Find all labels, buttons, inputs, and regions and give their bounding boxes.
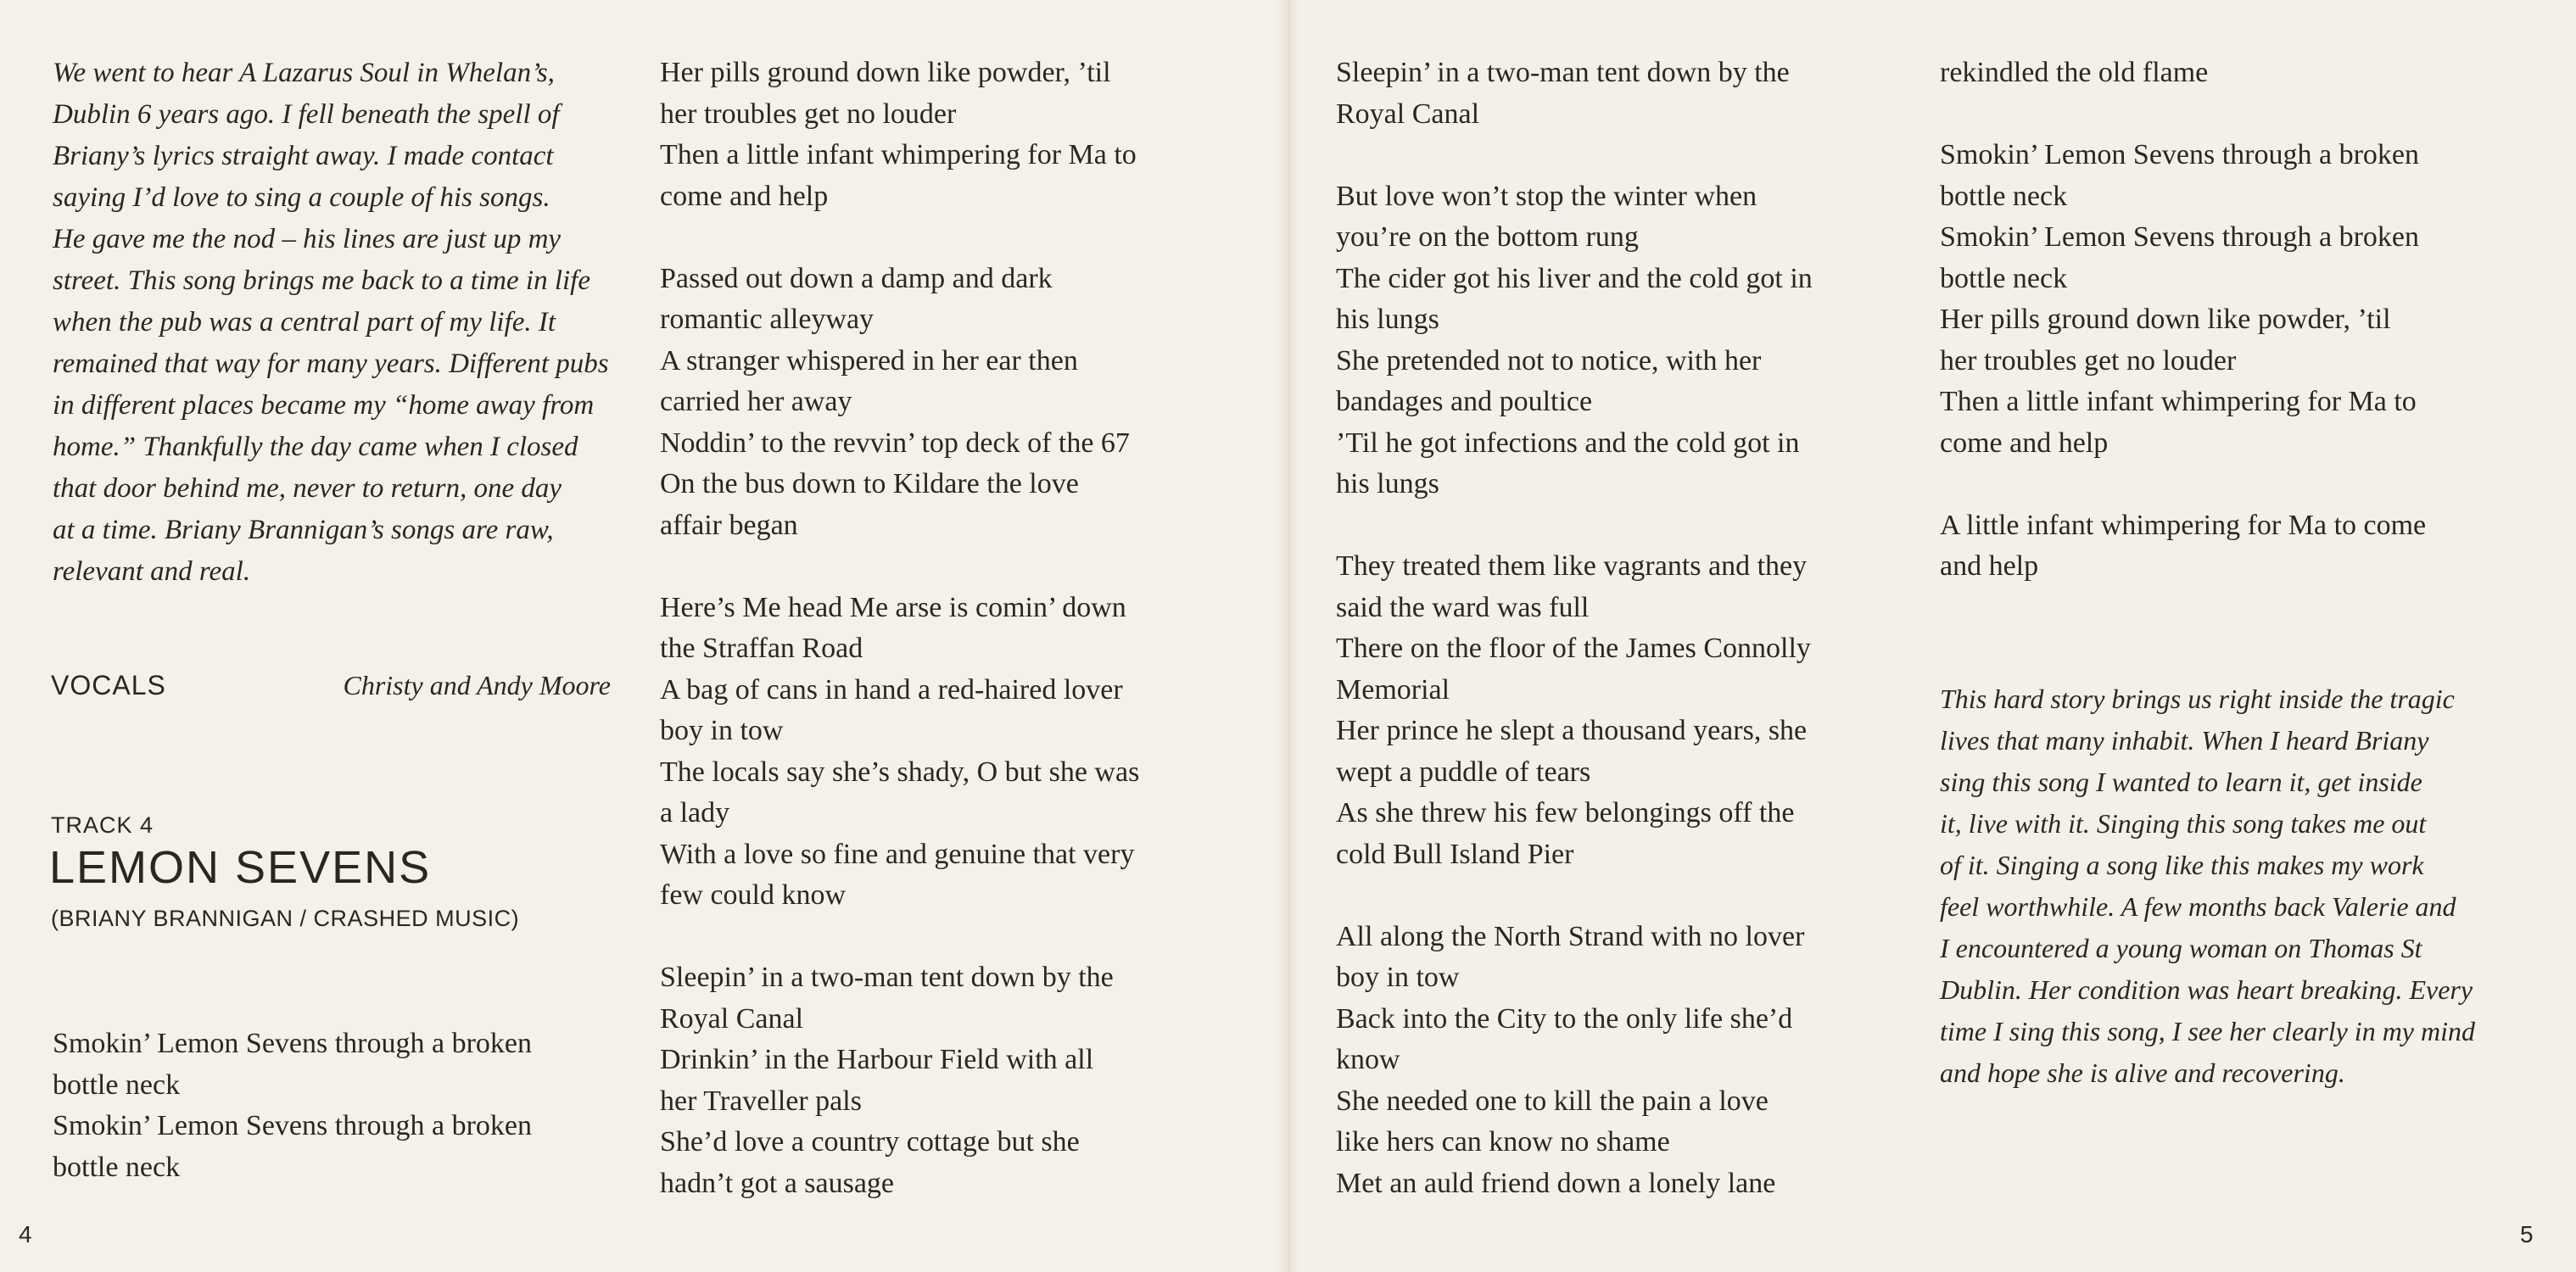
text-line: A stranger whispered in her ear then (660, 344, 1078, 377)
text-line: saying I’d love to sing a couple of his songs. (53, 182, 550, 213)
text-line: when the pub was a central part of my life. It (53, 307, 556, 338)
text-line: All along the North Strand with no lover (1336, 920, 1805, 952)
text-line: feel worthwhile. A few months back Valerie and (1940, 891, 2456, 922)
right-page (1288, 0, 2576, 1272)
text-line: it, live with it. Singing this song takes me out (1940, 808, 2427, 839)
text-line: you’re on the bottom rung (1336, 221, 1639, 253)
text-line: a lady (660, 797, 730, 828)
lyric-stanza (660, 957, 1254, 1204)
vocals-credit (51, 670, 611, 701)
text-line: bandages and poultice (1336, 386, 1593, 417)
text-line: Briany’s lyrics straight away. I made contact (53, 141, 554, 171)
text-line: carried her away (660, 386, 852, 417)
lyrics-column-1 (53, 1024, 629, 1188)
text-line: Back into the City to the only life she’d (1336, 1002, 1793, 1035)
text-line: and hope she is alive and recovering. (1940, 1057, 2345, 1088)
text-line: Dublin 6 years ago. I fell beneath the spell of (53, 99, 560, 130)
lyric-stanza (1336, 176, 1930, 505)
text-line: She needed one to kill the pain a love (1336, 1085, 1769, 1117)
text-line: bottle neck (1940, 262, 2068, 294)
text-line: lives that many inhabit. When I heard Briany (1940, 725, 2429, 756)
lyric-stanza (1940, 53, 2534, 94)
text-line: her troubles get no louder (660, 98, 957, 130)
text-line: wept a puddle of tears (1336, 756, 1591, 788)
text-line: like hers can know no shame (1336, 1126, 1670, 1158)
text-line: They treated them like vagrants and they (1336, 550, 1808, 582)
text-line: her Traveller pals (660, 1085, 862, 1117)
text-line: in different places became my “home away from (53, 390, 595, 421)
text-line: that door behind me, never to return, one day (53, 473, 562, 504)
text-line: his lungs (1336, 304, 1439, 335)
text-line: come and help (1940, 427, 2109, 459)
text-line: his lungs (1336, 468, 1439, 499)
text-line: Her pills ground down like powder, ’til (660, 57, 1111, 88)
text-line: boy in tow (660, 715, 784, 746)
text-line: There on the floor of the James Connolly (1336, 633, 1811, 664)
text-line: Sleepin’ in a two-man tent down by the (660, 962, 1114, 993)
lyric-stanza (1336, 546, 1930, 875)
book-spine-gutter (1277, 0, 1299, 1272)
text-line: rekindled the old flame (1940, 57, 2209, 88)
text-line: The cider got his liver and the cold got in (1336, 262, 1813, 294)
text-line: home.” Thankfully the day came when I closed (53, 432, 578, 462)
text-line: and help (1940, 550, 2039, 582)
text-line: Smokin’ Lemon Sevens through a broken (53, 1028, 533, 1059)
text-line: As she threw his few belongings off the (1336, 797, 1795, 828)
text-line: I encountered a young woman on Thomas St (1940, 933, 2422, 963)
page-number-right: 5 (2520, 1221, 2534, 1247)
text-line: Met an auld friend down a lonely lane (1336, 1167, 1776, 1199)
text-line: Royal Canal (1336, 98, 1480, 130)
track-credit: (BRIANY BRANNIGAN / CRASHED MUSIC) (51, 906, 520, 931)
text-line: relevant and real. (53, 556, 251, 587)
text-line: Her prince he slept a thousand years, she (1336, 715, 1808, 746)
text-line: Noddin’ to the revvin’ top deck of the 67 (660, 427, 1130, 459)
text-line: romantic alleyway (660, 304, 874, 335)
commentary-note (1940, 678, 2534, 1094)
text-line: Then a little infant whimpering for Ma to (660, 139, 1137, 170)
text-line: said the ward was full (1336, 591, 1590, 623)
text-line: boy in tow (1336, 962, 1460, 993)
text-line: bottle neck (53, 1068, 181, 1101)
text-line: come and help (660, 180, 829, 212)
text-line: the Straffan Road (660, 633, 863, 664)
lyric-stanza (1940, 505, 2534, 588)
text-line: bottle neck (53, 1151, 181, 1183)
text-line: But love won’t stop the winter when (1336, 180, 1757, 212)
text-line: bottle neck (1940, 180, 2068, 212)
lyric-stanza (1940, 135, 2534, 464)
intro-text (53, 53, 629, 593)
text-line: We went to hear A Lazarus Soul in Whelan’s, (53, 58, 555, 88)
text-line: at a time. Briany Brannigan’s songs are raw, (53, 515, 554, 545)
text-line: A bag of cans in hand a red-haired lover (660, 673, 1123, 706)
text-line: Dublin. Her condition was heart breaking. Every (1940, 974, 2473, 1005)
lyrics-column-2 (660, 53, 1254, 1246)
text-line: know (1336, 1044, 1400, 1075)
lyric-stanza (1336, 53, 1930, 135)
text-line: sing this song I wanted to learn it, get inside (1940, 767, 2422, 797)
track-title: LEMON SEVENS (49, 842, 432, 893)
text-line: of it. Singing a song like this makes my work (1940, 850, 2424, 880)
text-line: On the bus down to Kildare the love (660, 468, 1079, 499)
text-line: Smokin’ Lemon Sevens through a broken (1940, 221, 2420, 253)
text-line: He gave me the nod – his lines are just up my (53, 224, 562, 254)
text-line: Sleepin’ in a two-man tent down by the (1336, 57, 1790, 88)
text-line: A little infant whimpering for Ma to come (1940, 509, 2427, 541)
text-line: affair began (660, 509, 798, 541)
text-line: With a love so fine and genuine that very (660, 838, 1135, 870)
text-line: Drinkin’ in the Harbour Field with all (660, 1044, 1094, 1075)
text-line: Passed out down a damp and dark (660, 262, 1053, 294)
text-line: ’Til he got infections and the cold got in (1336, 427, 1800, 459)
lyrics-column-3 (1336, 53, 1930, 1246)
text-line: time I sing this song, I see her clearly in my mind (1940, 1016, 2475, 1046)
text-line: cold Bull Island Pier (1336, 838, 1574, 870)
text-line: Memorial (1336, 673, 1450, 706)
text-line: Here’s Me head Me arse is comin’ down (660, 591, 1126, 623)
lyric-stanza (1336, 917, 1930, 1205)
text-line: She pretended not to notice, with her (1336, 344, 1762, 377)
text-line: The locals say she’s shady, O but she was (660, 756, 1140, 788)
lyric-stanza (660, 259, 1254, 547)
text-line: This hard story brings us right inside the tragic (1940, 683, 2455, 714)
text-line: She’d love a country cottage but she (660, 1126, 1080, 1158)
vocals-label: VOCALS (51, 670, 166, 700)
vocals-names: Christy and Andy Moore (343, 670, 611, 700)
text-line: Then a little infant whimpering for Ma to (1940, 386, 2417, 417)
lyric-stanza (660, 53, 1254, 217)
page-number-left: 4 (19, 1221, 32, 1247)
text-line: Smokin’ Lemon Sevens through a broken (53, 1110, 533, 1141)
text-line: Royal Canal (660, 1002, 804, 1035)
track-number: TRACK 4 (51, 812, 154, 838)
text-line: few could know (660, 879, 847, 911)
text-line: her troubles get no louder (1940, 344, 2237, 377)
lyrics-column-4 (1940, 53, 2534, 628)
lyric-stanza (660, 588, 1254, 917)
text-line: remained that way for many years. Different pubs (53, 349, 609, 379)
text-line: street. This song brings me back to a time in life (53, 265, 590, 296)
text-line: hadn’t got a sausage (660, 1167, 895, 1199)
text-line: Smokin’ Lemon Sevens through a broken (1940, 139, 2420, 170)
text-line: Her pills ground down like powder, ’til (1940, 304, 2391, 335)
